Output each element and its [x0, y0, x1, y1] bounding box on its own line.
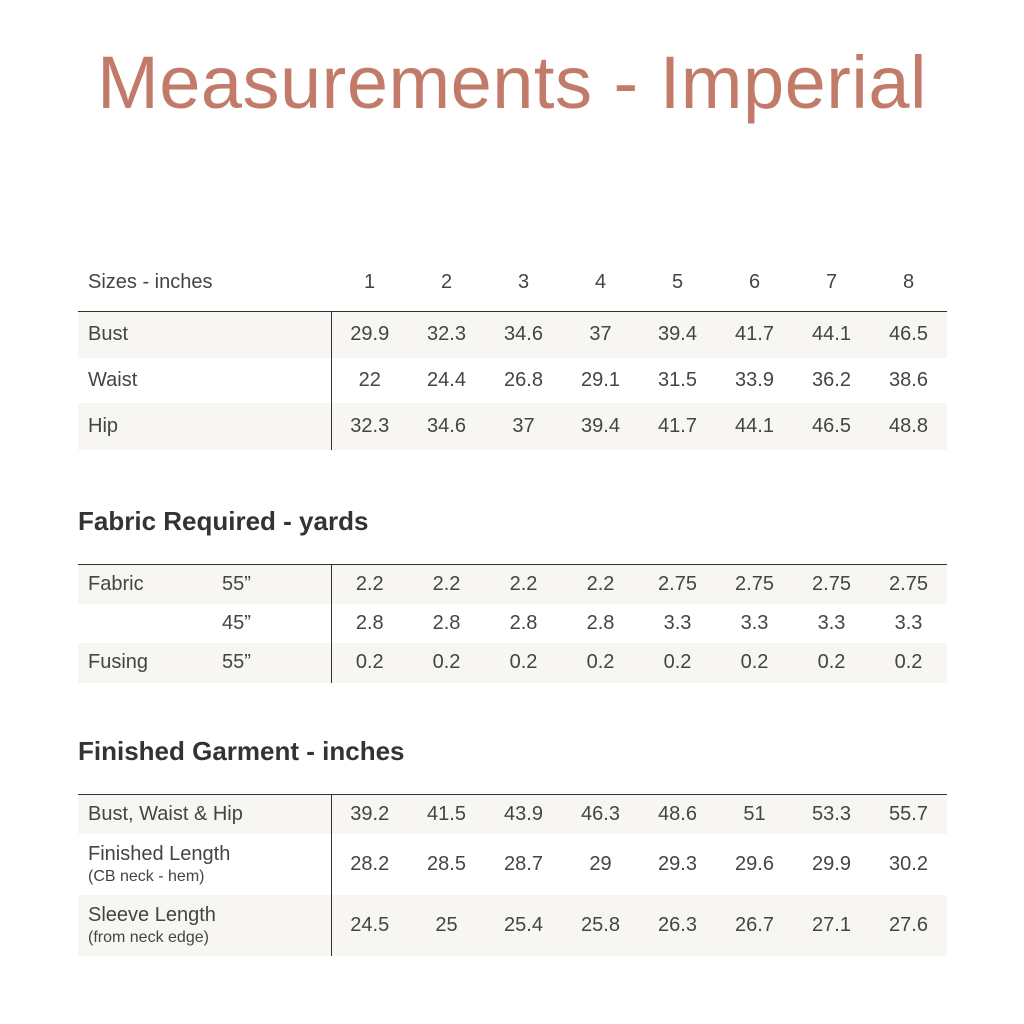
table-cell: 25.8 [562, 895, 639, 956]
table-cell: 26.8 [504, 368, 543, 391]
table-row [78, 604, 947, 643]
table-cell: 41.5 [408, 795, 485, 834]
table-cell: 28.2 [350, 852, 390, 875]
table-cell: 0.2 [331, 643, 408, 683]
table-cell: 2.75 [793, 565, 870, 604]
size-label: 3 [517, 270, 530, 293]
sizes-heading: Sizes - inches [88, 270, 213, 293]
sizes-header-table [78, 256, 947, 308]
table-cell: 53.3 [793, 795, 870, 834]
table-cell: 41.7 [716, 312, 793, 358]
table-cell: 39.2 [331, 795, 408, 834]
table-row [78, 312, 947, 358]
table-cell: 2.75 [639, 565, 716, 604]
row-label: Bust [78, 312, 331, 358]
row-label: Hip [78, 403, 331, 450]
row-label-text: Sleeve Length [88, 903, 216, 926]
table-row [78, 795, 947, 834]
row-label: Fabric [78, 565, 222, 604]
table-cell: 29.9 [331, 312, 408, 358]
table-row [78, 358, 947, 403]
page-title: Measurements - Imperial [97, 41, 927, 124]
row-label [78, 834, 331, 895]
table-cell: 39.4 [639, 312, 716, 358]
table-cell: 33.9 [735, 368, 774, 391]
table-cell: 3.3 [894, 611, 923, 634]
size-label: 1 [363, 270, 376, 293]
row-label: Waist [78, 358, 331, 403]
fabric-table [78, 564, 947, 683]
row-label [78, 895, 331, 956]
table-cell: 2.2 [408, 565, 485, 604]
garment-heading: Finished Garment - inches [78, 736, 405, 766]
size-label: 2 [440, 270, 453, 293]
table-cell: 30.2 [889, 852, 928, 875]
table-cell: 44.1 [716, 403, 793, 450]
table-cell: 31.5 [658, 368, 697, 391]
size-label: 4 [594, 270, 607, 293]
table-cell: 27.6 [870, 895, 947, 956]
table-cell: 29.6 [735, 852, 774, 875]
table-cell: 29 [589, 852, 612, 875]
table-cell: 28.5 [427, 852, 466, 875]
table-cell: 41.7 [639, 403, 716, 450]
table-cell: 24.5 [331, 895, 408, 956]
table-row [78, 403, 947, 450]
size-label: 7 [825, 270, 838, 293]
table-cell: 2.2 [331, 565, 408, 604]
size-label: 5 [671, 270, 684, 293]
table-cell: 39.4 [562, 403, 639, 450]
table-cell: 0.2 [408, 643, 485, 683]
table-cell: 2.2 [485, 565, 562, 604]
table-cell: 32.3 [331, 403, 408, 450]
table-cell: 27.1 [793, 895, 870, 956]
table-cell: 29.1 [581, 368, 620, 391]
table-cell: 2.8 [586, 611, 615, 634]
table-cell: 22 [358, 368, 381, 391]
table-cell: 29.9 [812, 852, 851, 875]
table-cell: 2.75 [870, 565, 947, 604]
table-cell: 2.75 [716, 565, 793, 604]
table-cell: 37 [485, 403, 562, 450]
table-cell: 2.8 [509, 611, 538, 634]
table-cell: 2.2 [562, 565, 639, 604]
table-cell: 3.3 [817, 611, 846, 634]
row-label-text: Finished Length [88, 842, 231, 865]
size-label: 8 [902, 270, 915, 293]
table-cell: 46.5 [793, 403, 870, 450]
table-cell: 46.5 [870, 312, 947, 358]
row-label-note: (from neck edge) [88, 928, 209, 946]
table-cell: 3.3 [740, 611, 769, 634]
row-label-note: (CB neck - hem) [88, 867, 205, 885]
fabric-width: 55” [222, 565, 331, 604]
fabric-heading: Fabric Required - yards [78, 506, 369, 536]
table-cell: 0.2 [870, 643, 947, 683]
table-cell: 24.4 [427, 368, 466, 391]
fabric-width: 45” [222, 604, 331, 643]
table-cell: 37 [562, 312, 639, 358]
fabric-width: 55” [222, 643, 331, 683]
table-cell: 0.2 [639, 643, 716, 683]
table-cell: 2.8 [355, 611, 384, 634]
table-cell: 36.2 [812, 368, 851, 391]
table-cell: 34.6 [485, 312, 562, 358]
table-cell: 48.6 [639, 795, 716, 834]
table-cell: 44.1 [793, 312, 870, 358]
table-cell: 0.2 [562, 643, 639, 683]
table-row [78, 895, 947, 956]
table-cell: 43.9 [485, 795, 562, 834]
table-cell: 29.3 [658, 852, 697, 875]
table-cell: 25 [408, 895, 485, 956]
size-label: 6 [748, 270, 761, 293]
row-label-text: Bust, Waist & Hip [88, 802, 243, 825]
table-row [78, 643, 947, 683]
row-label: Fusing [78, 643, 222, 683]
size-header-row [78, 256, 947, 308]
table-cell: 32.3 [408, 312, 485, 358]
table-cell: 55.7 [870, 795, 947, 834]
body-measurements-table [78, 311, 947, 450]
table-row [78, 565, 947, 604]
table-cell: 25.4 [485, 895, 562, 956]
table-cell: 34.6 [408, 403, 485, 450]
table-cell: 38.6 [889, 368, 928, 391]
garment-table [78, 794, 947, 956]
row-label [78, 604, 222, 643]
table-cell: 26.7 [716, 895, 793, 956]
table-cell: 0.2 [716, 643, 793, 683]
row-label [78, 795, 331, 834]
table-cell: 0.2 [793, 643, 870, 683]
table-cell: 28.7 [504, 852, 543, 875]
table-cell: 26.3 [639, 895, 716, 956]
table-cell: 46.3 [562, 795, 639, 834]
table-cell: 48.8 [870, 403, 947, 450]
table-cell: 0.2 [485, 643, 562, 683]
table-cell: 2.8 [432, 611, 461, 634]
table-cell: 3.3 [663, 611, 692, 634]
table-cell: 51 [716, 795, 793, 834]
table-row [78, 834, 947, 895]
